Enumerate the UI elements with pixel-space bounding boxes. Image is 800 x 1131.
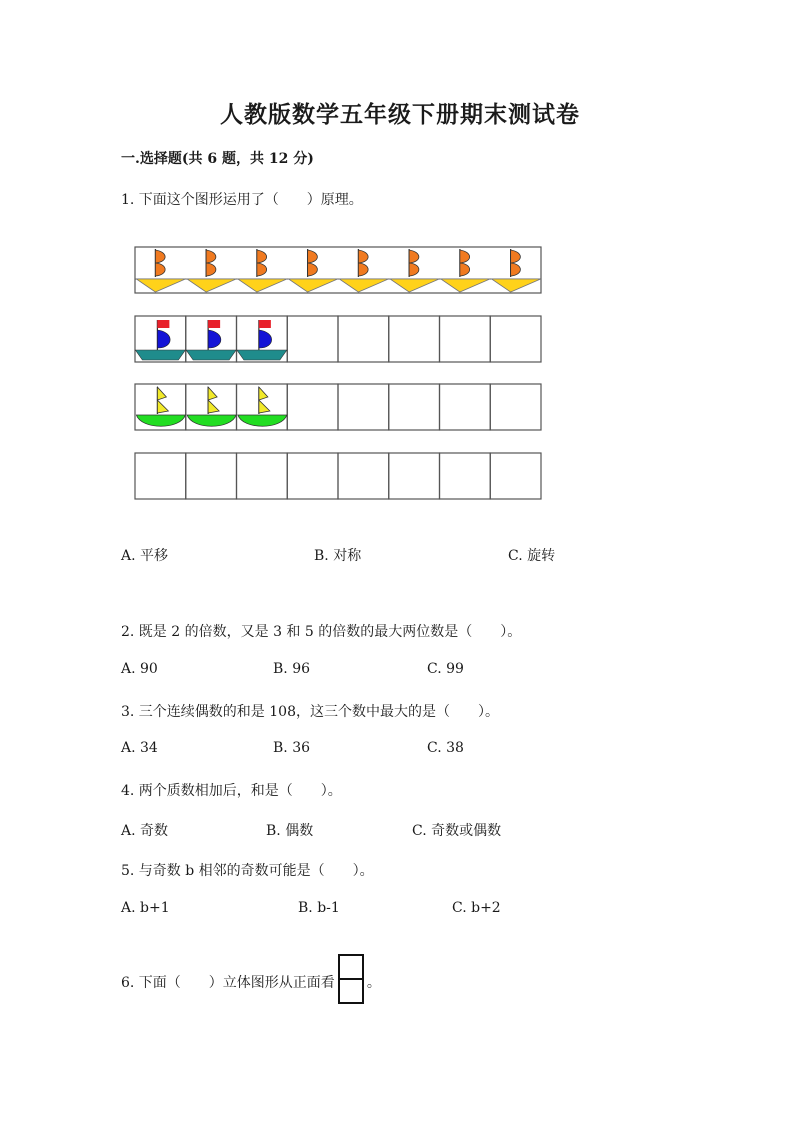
grid-cell [186, 453, 237, 499]
question-4-option-b[interactable]: B. 偶数 [266, 823, 314, 839]
pattern-row-4 [135, 453, 541, 499]
grid-cell [490, 384, 541, 430]
question-6-stem-end: 。 [366, 975, 381, 991]
pattern-row-2 [135, 316, 541, 362]
question-6-stem-text: 6. 下面（ ）立体图形从正面看 [121, 975, 335, 991]
question-1-figure [130, 244, 550, 508]
page-title: 人教版数学五年级下册期末测试卷 [220, 101, 580, 128]
orange-flag-piece [390, 249, 439, 292]
grid-cell [237, 453, 288, 499]
grid-cell [287, 316, 338, 362]
question-3-option-a[interactable]: A. 34 [121, 740, 158, 756]
question-4-option-c[interactable]: C. 奇数或偶数 [412, 823, 502, 839]
blue-sailboat [237, 320, 287, 360]
question-1-option-b[interactable]: B. 对称 [314, 548, 362, 564]
question-1-stem: 1. 下面这个图形运用了（ ）原理。 [121, 192, 363, 208]
question-1-option-a[interactable]: A. 平移 [121, 548, 169, 564]
question-5-option-a[interactable]: A. b+1 [121, 900, 170, 916]
question-2-option-c[interactable]: C. 99 [427, 661, 464, 677]
pattern-row-1 [135, 247, 541, 293]
question-5-option-c[interactable]: C. b+2 [452, 900, 501, 916]
green-sailboat [187, 387, 236, 426]
grid-cell [389, 453, 440, 499]
question-4-stem: 4. 两个质数相加后，和是（ ）。 [121, 783, 342, 799]
question-5-option-b[interactable]: B. b-1 [298, 900, 340, 916]
question-2-option-b[interactable]: B. 96 [273, 661, 311, 677]
green-sailboat [136, 387, 185, 426]
grid-cell [338, 316, 389, 362]
question-4-option-a[interactable]: A. 奇数 [121, 823, 169, 839]
orange-flag-piece [492, 249, 541, 292]
front-view-diagram [337, 953, 365, 1005]
orange-flag-piece [339, 249, 388, 292]
grid-cell [490, 316, 541, 362]
question-2-stem: 2. 既是 2 的倍数，又是 3 和 5 的倍数的最大两位数是（ ）。 [121, 624, 522, 640]
question-3-option-b[interactable]: B. 36 [273, 740, 311, 756]
blue-sailboat [186, 320, 236, 360]
blue-sailboat [135, 320, 185, 360]
question-3-stem: 3. 三个连续偶数的和是 108，这三个数中最大的是（ ）。 [121, 704, 499, 720]
orange-flag-piece [441, 249, 490, 292]
grid-cell [490, 453, 541, 499]
orange-flag-piece [238, 249, 287, 292]
orange-flag-piece [289, 249, 338, 292]
grid-cell [389, 384, 440, 430]
question-1-option-c[interactable]: C. 旋转 [508, 548, 556, 564]
pattern-row-3 [135, 384, 541, 430]
section-heading: 一.选择题(共 6 题，共 12 分) [121, 151, 314, 167]
orange-flag-piece [136, 249, 185, 292]
grid-cell [440, 453, 491, 499]
green-sailboat [238, 387, 287, 426]
orange-flag-piece [187, 249, 236, 292]
grid-cell [440, 316, 491, 362]
question-5-stem: 5. 与奇数 b 相邻的奇数可能是（ ）。 [121, 863, 374, 879]
question-3-option-c[interactable]: C. 38 [427, 740, 464, 756]
grid-cell [135, 453, 186, 499]
grid-cell [287, 384, 338, 430]
grid-cell [389, 316, 440, 362]
question-6-stem [121, 957, 381, 1009]
grid-cell [287, 453, 338, 499]
question-2-option-a[interactable]: A. 90 [121, 661, 158, 677]
grid-cell [338, 453, 389, 499]
grid-cell [338, 384, 389, 430]
grid-cell [440, 384, 491, 430]
